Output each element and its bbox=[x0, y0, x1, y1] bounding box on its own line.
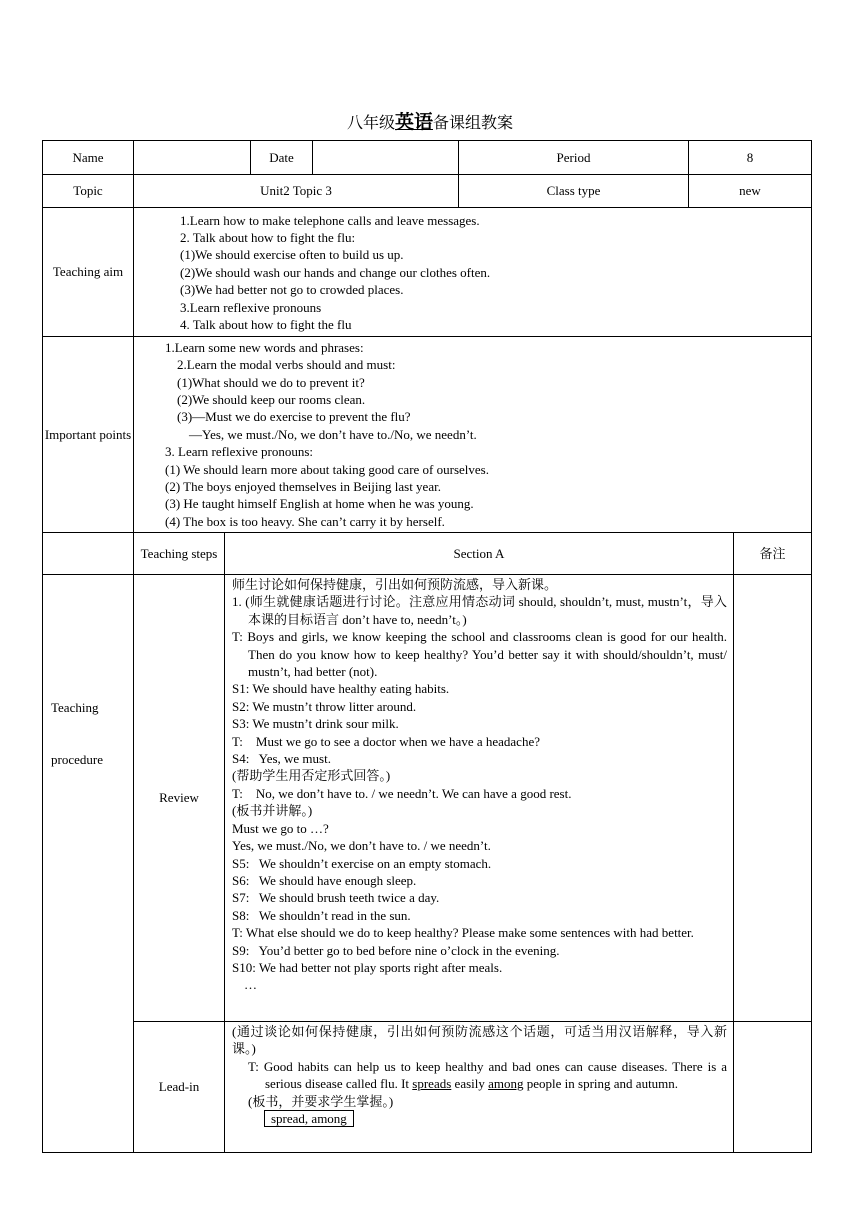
point-line: (2)We should keep our rooms clean. bbox=[177, 391, 366, 407]
point-line: —Yes, we must./No, we don’t have to./No, we needn’t. bbox=[189, 426, 477, 442]
point-line: (3)—Must we do exercise to prevent the flu? bbox=[177, 409, 411, 425]
aim-line: 2. Talk about how to fight the flu: bbox=[180, 229, 356, 245]
leadin-label: Lead-in bbox=[134, 1022, 225, 1153]
review-notes bbox=[734, 575, 812, 1022]
point-line: (4) The box is too heavy. She can’t carry it by herself. bbox=[165, 513, 445, 529]
point-line: 2.Learn the modal verbs should and must: bbox=[177, 357, 396, 373]
aim-line: (3)We had better not go to crowded places. bbox=[180, 282, 404, 298]
page-title: 八年级英语备课组教案 bbox=[346, 112, 514, 133]
period-value: 8 bbox=[689, 141, 812, 175]
important-points-label: Important points bbox=[43, 337, 134, 533]
teaching-procedure-label: Teaching procedure bbox=[43, 575, 134, 1153]
section-title: Section A bbox=[225, 533, 734, 575]
point-line: (1) We should learn more about taking good care of ourselves. bbox=[165, 461, 489, 477]
leadin-content: (通过谈论如何保持健康，引出如何预防流感这个话题，可适当用汉语解释，导入新课。) T: Good habits can help us to keep healthy and bad ones can cause diseases. There is a serious disease called flu. It spreads easily among people in spring and autumn. (板书，并要求学生掌握。) spread, among bbox=[225, 1022, 734, 1153]
point-line: 1.Learn some new words and phrases: bbox=[165, 339, 364, 355]
board-words-box: spread, among bbox=[264, 1110, 354, 1127]
notes-header: 备注 bbox=[734, 533, 812, 575]
point-line: (2) The boys enjoyed themselves in Beijing last year. bbox=[165, 479, 441, 495]
name-label: Name bbox=[43, 141, 134, 175]
leadin-notes bbox=[734, 1022, 812, 1153]
steps-empty-cell bbox=[43, 533, 134, 575]
aim-line: 3.Learn reflexive pronouns bbox=[180, 299, 322, 315]
name-value bbox=[134, 141, 251, 175]
topic-label: Topic bbox=[43, 175, 134, 208]
aim-line: (1)We should exercise often to build us up. bbox=[180, 247, 404, 263]
topic-value: Unit2 Topic 3 bbox=[134, 175, 459, 208]
review-content: 师生讨论如何保持健康，引出如何预防流感，导入新课。 1. (师生就健康话题进行讨论。注意应用情态动词 should, shouldn’t, must, mustn’t，导入本课的目标语言 don’t have to, needn’t。) T: Boys and girls, we know keeping the school and classrooms clean is good for our health. Then do you know how to keep healthy? You’d better say it with should/shouldn’t, must/ mustn’t, had better (not). S1: We should have healthy eating habits. S2: We mustn’t throw litter around. S3: We mustn’t drink sour milk. T: Must we go to see a doctor when we have a headache? S4: Yes, we must. (帮助学生用否定形式回答。) T: No, we don’t have to. / we needn’t. We can have a good rest. (板书并讲解。) Must we go to …? Yes, we must./No, we don’t have to. / we needn’t. S5: We shouldn’t exercise on an empty stomach. S6: We should have enough sleep. S7: We should brush teeth twice a day. S8: We shouldn’t read in the sun. T: What else should we do to keep healthy? Please make some sentences with had better. S9: You’d better go to bed before nine o’clock in the evening. S10: We had better not play sports right after meals. … bbox=[225, 575, 734, 1022]
lesson-plan-table bbox=[42, 140, 812, 1153]
point-line: (3) He taught himself English at home when he was young. bbox=[165, 496, 474, 512]
teaching-aim-content bbox=[134, 208, 812, 337]
teaching-aim-label: Teaching aim bbox=[43, 208, 134, 337]
aim-line: (2)We should wash our hands and change our clothes often. bbox=[180, 264, 491, 280]
point-line: 3. Learn reflexive pronouns: bbox=[165, 444, 314, 460]
review-label: Review bbox=[134, 575, 225, 1022]
point-line: (1)What should we do to prevent it? bbox=[177, 374, 365, 390]
aim-line: 4. Talk about how to fight the flu bbox=[180, 317, 352, 333]
period-label: Period bbox=[459, 141, 689, 175]
date-label: Date bbox=[251, 141, 313, 175]
class-type-label: Class type bbox=[459, 175, 689, 208]
aim-line: 1.Learn how to make telephone calls and leave messages. bbox=[180, 212, 480, 228]
class-type-value: new bbox=[689, 175, 812, 208]
teaching-steps-label: Teaching steps bbox=[134, 533, 225, 575]
important-points-content bbox=[134, 337, 812, 533]
date-value bbox=[313, 141, 459, 175]
